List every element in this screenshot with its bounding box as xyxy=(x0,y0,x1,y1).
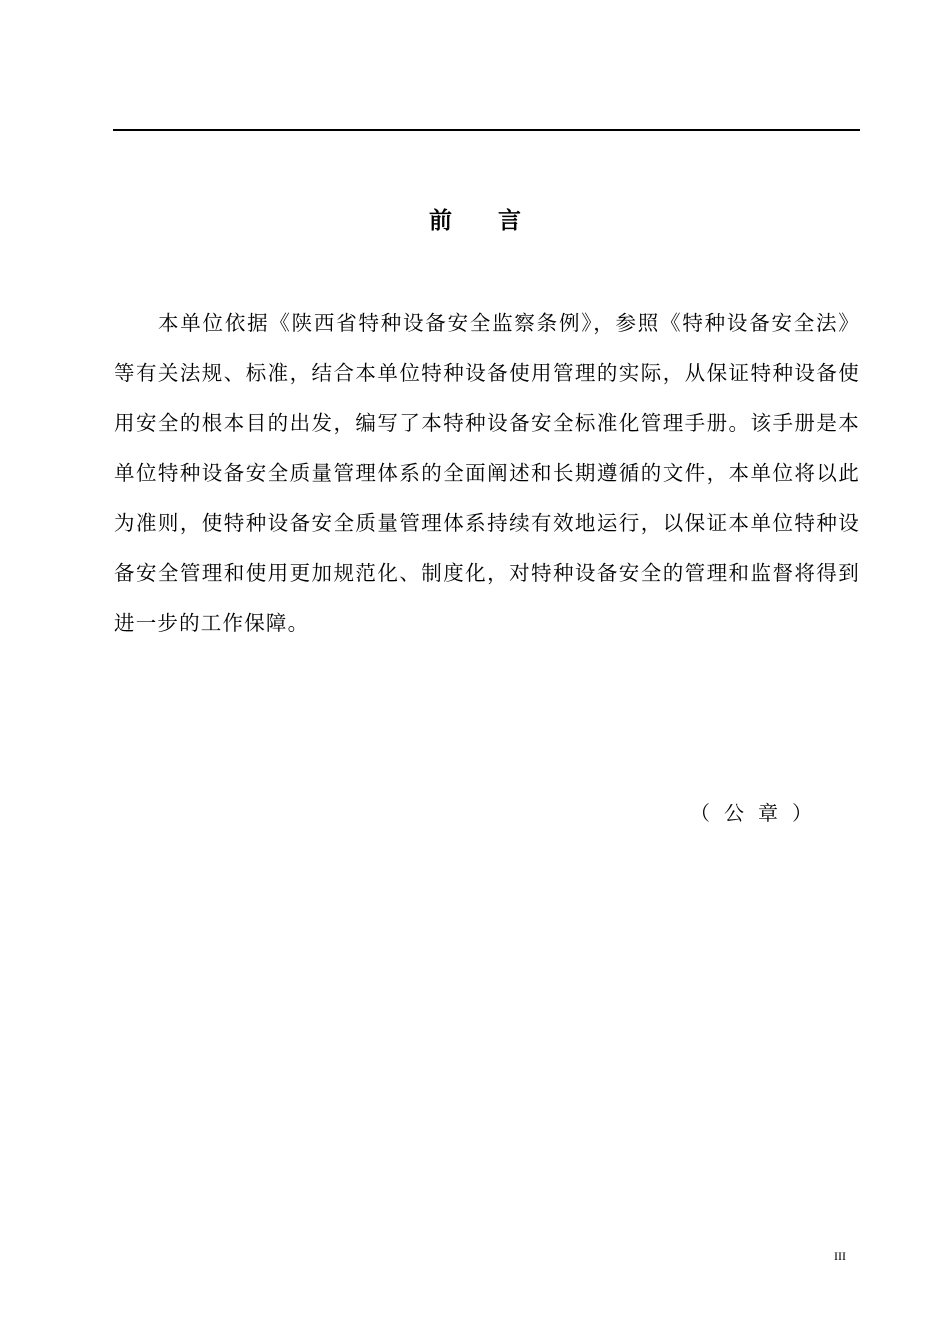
page-number: III xyxy=(834,1249,846,1263)
preface-paragraph: 本单位依据《陕西省特种设备安全监察条例》，参照《特种设备安全法》等有关法规、标准，结合本单位特种设备使用管理的实际，从保证特种设备使用安全的根本目的出发，编写了本特种设备安全标准化管理手册。该手册是本单位特种设备安全质量管理体系的全面阐述和长期遵循的文件，本单位将以此为准则，使特种设备安全质量管理体系持续有效地运行，以保证本单位特种设备安全管理和使用更加规范化、制度化，对特种设备安全的管理和监督将得到进一步的工作保障。 xyxy=(114,311,860,635)
header-rule xyxy=(113,129,860,131)
official-seal-placeholder: （公章） xyxy=(690,801,826,825)
page-title: 前言 xyxy=(429,207,567,234)
